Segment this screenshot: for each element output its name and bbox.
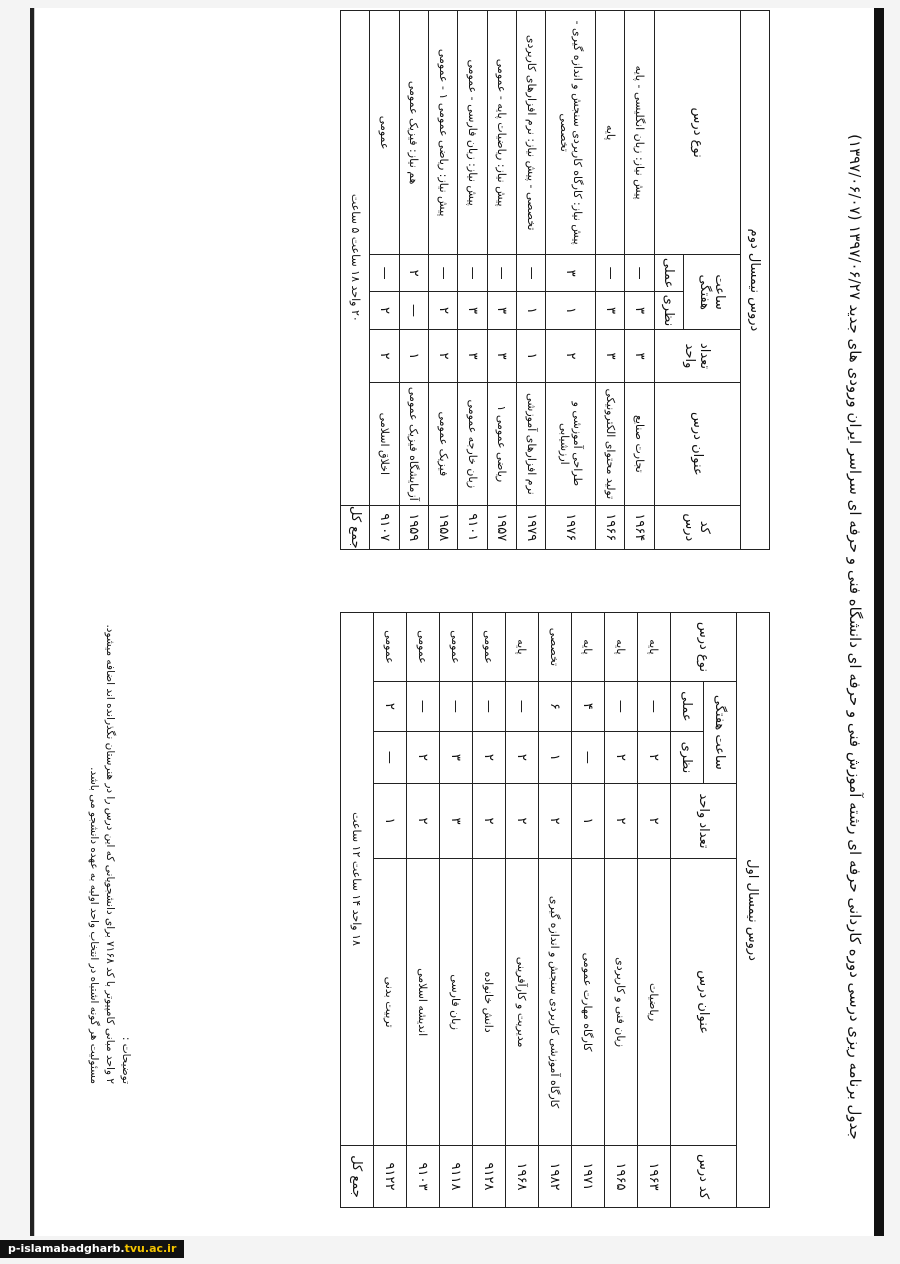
site-watermark[interactable] [0,1240,184,1258]
course-practice: ۶ [539,681,572,731]
course-type: عمومی [370,11,399,255]
course-units: ۳ [440,783,473,858]
course-type: پیش نیاز: زبان انگلیسی - پایه [625,11,654,255]
course-type: پیش نیاز: ریاضیات پایه - عمومی [487,11,516,255]
course-units: ۲ [370,329,399,382]
course-theory: ۲ [407,731,440,783]
total-label: جمع کل [341,1146,374,1208]
col-code: کد درس [671,1146,737,1208]
course-practice: — [458,255,487,292]
course-type: پایه [638,613,671,682]
table-row [473,613,506,1208]
course-code: ۱۹۵۸ [429,505,458,549]
table-row [374,613,407,1208]
course-name: فیزیک عمومی [429,383,458,506]
course-type: عمومی [473,613,506,682]
course-theory: — [572,731,605,783]
table-row [458,11,487,550]
course-practice: ۳ [546,255,596,292]
notes-line-2: مسئولیت هر گونه اشتباه در انتخاب واحد اولیه به عهده دانشجو می باشد. [88,767,100,1084]
table-row [506,613,539,1208]
course-name: اخلاق اسلامی [370,383,399,506]
page-title: جدول برنامه ریزی درسی دوره کاردانی حرفه ای رشته آموزش فنی و حرفه ای دانشگاه فنی و حرفه ای سراسر ایران ورودی های جدید ۱۳۹۷/۰۶/۲۷ (۱۳۹۷/۰۶/۰۷) [846,134,864,1140]
course-units: ۳ [487,329,516,382]
course-code: ۹۱۰۷ [370,505,399,549]
col-units: تعداد واحد [671,783,737,858]
total-value: ۱۸ واحد ۱۴ ساعت ۱۲ ساعت [341,613,374,1146]
watermark-domain: tvu.ac.ir [124,1242,177,1255]
course-theory: ۳ [595,291,624,329]
table-row [605,613,638,1208]
page-right-edge [874,8,884,1236]
course-name: کارگاه مهارت عمومی [572,859,605,1146]
course-type: عمومی [407,613,440,682]
course-name: تولید محتوای الکترونیکی [595,383,624,506]
course-type: پایه [605,613,638,682]
course-theory: ۲ [638,731,671,783]
col-theory: نظری [654,291,683,329]
course-practice: — [605,681,638,731]
course-theory: — [399,291,428,329]
course-theory: ۱ [546,291,596,329]
course-type: هم نیاز: فیزیک عمومی [399,11,428,255]
course-code: ۹۱۱۸ [440,1146,473,1208]
course-name: تجارت صنایع [625,383,654,506]
course-practice: — [473,681,506,731]
term1-table-wrap [170,612,770,1208]
table-row [407,613,440,1208]
course-name: زبان فارسی [440,859,473,1146]
course-code: ۱۹۷۱ [572,1146,605,1208]
table-row [517,11,546,550]
course-units: ۳ [595,329,624,382]
course-code: ۱۹۶۴ [625,505,654,549]
col-name: عنوان درس [671,859,737,1146]
course-units: ۲ [506,783,539,858]
course-practice: — [407,681,440,731]
course-units: ۲ [546,329,596,382]
course-theory: ۲ [370,291,399,329]
course-name: آزمایشگاه فیزیک عمومی [399,383,428,506]
col-practice: عملی [654,255,683,292]
course-practice: — [625,255,654,292]
course-practice: — [487,255,516,292]
course-code: ۹۱۲۸ [473,1146,506,1208]
table-row [595,11,624,550]
course-practice: ۲ [374,681,407,731]
col-units: تعداد واحد [654,329,740,382]
course-type: تخصصی - پیش نیاز: نرم افزارهای کاربردی [517,11,546,255]
course-theory: ۳ [487,291,516,329]
course-theory: ۲ [605,731,638,783]
notes-heading: توضیحات : [120,1036,132,1084]
course-code: ۹۱۲۲ [374,1146,407,1208]
course-type: پیش نیاز: ریاضی عمومی ۱ - عمومی [429,11,458,255]
notes-line-1: ۲ واحد مبانی کامپیوتر با کد ۷۱۶۸ برای دانشجویانی که این درس را در هنرستان نگذرانده اند اضافه میشود. [104,624,116,1084]
table-row [638,613,671,1208]
course-units: ۲ [638,783,671,858]
course-practice: — [506,681,539,731]
table-row [487,11,516,550]
col-hours: ساعت هفتگی [683,255,740,330]
course-type: تخصصی [539,613,572,682]
course-name: تربیت بدنی [374,859,407,1146]
table-row [625,11,654,550]
course-units: ۱ [517,329,546,382]
table-row [539,613,572,1208]
course-name: ریاضی عمومی ۱ [487,383,516,506]
course-units: ۳ [625,329,654,382]
course-theory: ۳ [458,291,487,329]
course-practice: — [595,255,624,292]
table-row [399,11,428,550]
course-units: ۱ [374,783,407,858]
course-theory: — [374,731,407,783]
course-code: ۱۹۸۲ [539,1146,572,1208]
term-label: دروس نیمسال دوم [740,11,769,550]
course-practice: — [440,681,473,731]
course-name: نرم افزارهای آموزشی [517,383,546,506]
notes-block [86,184,134,1084]
term1-table [340,612,770,1208]
course-code: ۱۹۶۸ [506,1146,539,1208]
course-name: زبان فنی و کاربردی [605,859,638,1146]
course-name: ریاضیات [638,859,671,1146]
table-row [572,613,605,1208]
course-practice: — [638,681,671,731]
course-name: زبان خارجه عمومی [458,383,487,506]
course-practice: — [370,255,399,292]
course-code: ۱۹۶۵ [605,1146,638,1208]
course-name: مدیریت و کارآفرینی [506,859,539,1146]
course-type: عمومی [374,613,407,682]
course-theory: ۲ [506,731,539,783]
course-name: کارگاه آموزشی کاربردی سنجش و اندازه گیری [539,859,572,1146]
course-name: اندیشه اسلامی [407,859,440,1146]
col-hours: ساعت هفتگی [704,681,737,783]
total-label: جمع کل [341,505,370,549]
course-practice: ۲ [399,255,428,292]
watermark-prefix: p-islamabadgharb. [8,1242,125,1255]
course-code: ۱۹۷۹ [517,505,546,549]
table-row [440,613,473,1208]
course-units: ۲ [407,783,440,858]
course-type: پیش نیاز: کارگاه کاربردی سنجش و اندازه گیری - تخصصی [546,11,596,255]
course-name: دانش خانواده [473,859,506,1146]
col-type: نوع درس [671,613,737,682]
col-type: نوع درس [654,11,740,255]
course-type: پیش نیاز: زبان فارسی - عمومی [458,11,487,255]
col-code: کد درس [654,505,740,549]
course-units: ۲ [473,783,506,858]
course-name: طراحی آموزشی و ارزشیابی [546,383,596,506]
term-label: دروس نیمسال اول [737,613,770,1208]
course-units: ۱ [399,329,428,382]
course-units: ۲ [539,783,572,858]
term2-table [340,10,770,550]
total-row [341,613,374,1208]
course-practice: — [429,255,458,292]
course-theory: ۲ [473,731,506,783]
course-code: ۹۱۰۳ [407,1146,440,1208]
col-theory: نظری [671,731,704,783]
course-type: پایه [506,613,539,682]
total-row [341,11,370,550]
course-theory: ۱ [517,291,546,329]
course-units: ۱ [572,783,605,858]
course-code: ۱۹۶۳ [638,1146,671,1208]
course-practice: ۴ [572,681,605,731]
table-row [546,11,596,550]
course-units: ۲ [605,783,638,858]
course-units: ۳ [458,329,487,382]
col-name: عنوان درس [654,383,740,506]
course-code: ۱۹۷۶ [546,505,596,549]
total-value: ۲۰ واحد ۱۸ ساعت ۵ ساعت [341,11,370,506]
course-theory: ۱ [539,731,572,783]
course-practice: — [517,255,546,292]
col-practice: عملی [671,681,704,731]
table-row [370,11,399,550]
course-type: عمومی [440,613,473,682]
course-code: ۱۹۵۷ [487,505,516,549]
course-code: ۱۹۵۹ [399,505,428,549]
course-theory: ۳ [625,291,654,329]
course-code: ۹۱۰۱ [458,505,487,549]
course-units: ۲ [429,329,458,382]
course-theory: ۲ [429,291,458,329]
course-type: پایه [572,613,605,682]
course-theory: ۳ [440,731,473,783]
table-row [429,11,458,550]
term2-table-wrap [170,10,770,550]
course-code: ۱۹۶۶ [595,505,624,549]
course-type: پایه [595,11,624,255]
